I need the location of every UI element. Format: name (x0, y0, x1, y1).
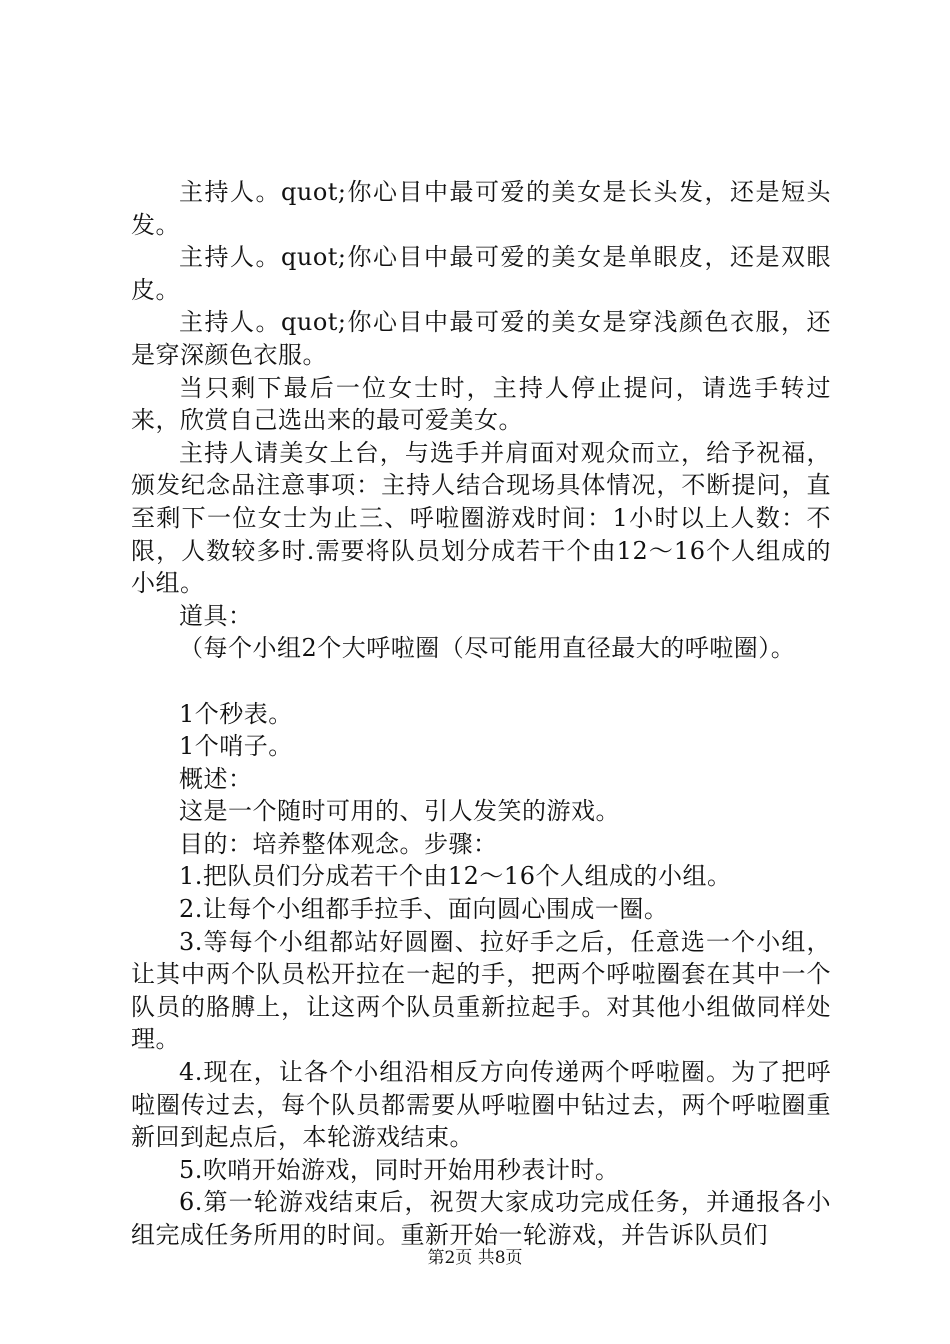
paragraph-step-4: 4.现在，让各个小组沿相反方向传递两个呼啦圈。为了把呼啦圈传过去，每个队员都需要从呼啦圈中钻过去，两个呼啦圈重新回到起点后，本轮游戏结束。 (131, 1058, 831, 1152)
paragraph-step-1: 1.把队员们分成若干个由12～16个人组成的小组。 (179, 862, 732, 891)
body-text (131, 176, 831, 1252)
paragraph-4: 当只剩下最后一位女士时，主持人停止提问，请选手转过来，欣赏自己选出来的最可爱美女。 (131, 373, 831, 435)
paragraph-props-heading: 道具： (179, 601, 253, 630)
paragraph-step-2: 2.让每个小组都手拉手、面向圆心围成一圈。 (179, 895, 669, 924)
paragraph-step-3: 3.等每个小组都站好圆圈、拉好手之后，任意选一个小组，让其中两个队员松开拉在一起的手，把两个呼啦圈套在其中一个队员的胳膊上，让这两个队员重新拉起手。对其他小组做同样处理。 (131, 927, 831, 1054)
paragraph-5: 主持人请美女上台，与选手并肩面对观众而立，给予祝福，颁发纪念品注意事项：主持人结合现场具体情况，不断提问，直至剩下一位女士为止三、呼啦圈游戏时间：1小时以上人数：不限，人数较多时.需要将队员划分成若干个由12～16个人组成的小组。 (131, 438, 831, 598)
paragraph-overview-heading: 概述： (179, 764, 253, 793)
paragraph-step-6: 6.第一轮游戏结束后，祝贺大家成功完成任务，并通报各小组完成任务所用的时间。重新开始一轮游戏，并告诉队员们 (131, 1188, 831, 1249)
paragraph-props-whistle: 1个哨子。 (179, 732, 293, 761)
paragraph-2: 主持人。quot;你心目中最可爱的美女是单眼皮，还是双眼皮。 (131, 243, 831, 304)
paragraph-props-stopwatch: 1个秒表。 (179, 699, 293, 728)
page-footer: 第2页 共8页 (427, 1248, 523, 1268)
paragraph-3: 主持人。quot;你心目中最可爱的美女是穿浅颜色衣服，还是穿深颜色衣服。 (131, 308, 831, 369)
paragraph-overview: 这是一个随时可用的、引人发笑的游戏。 (179, 797, 620, 826)
paragraph-purpose: 目的：培养整体观念。步骤： (179, 829, 498, 858)
blank-line (131, 665, 831, 698)
paragraph-props-hoops: （每个小组2个大呼啦圈（尽可能用直径最大的呼啦圈）。 (179, 634, 796, 663)
paragraph-step-5: 5.吹哨开始游戏，同时开始用秒表计时。 (179, 1155, 620, 1184)
paragraph-1: 主持人。quot;你心目中最可爱的美女是长头发，还是短头发。 (131, 178, 831, 239)
